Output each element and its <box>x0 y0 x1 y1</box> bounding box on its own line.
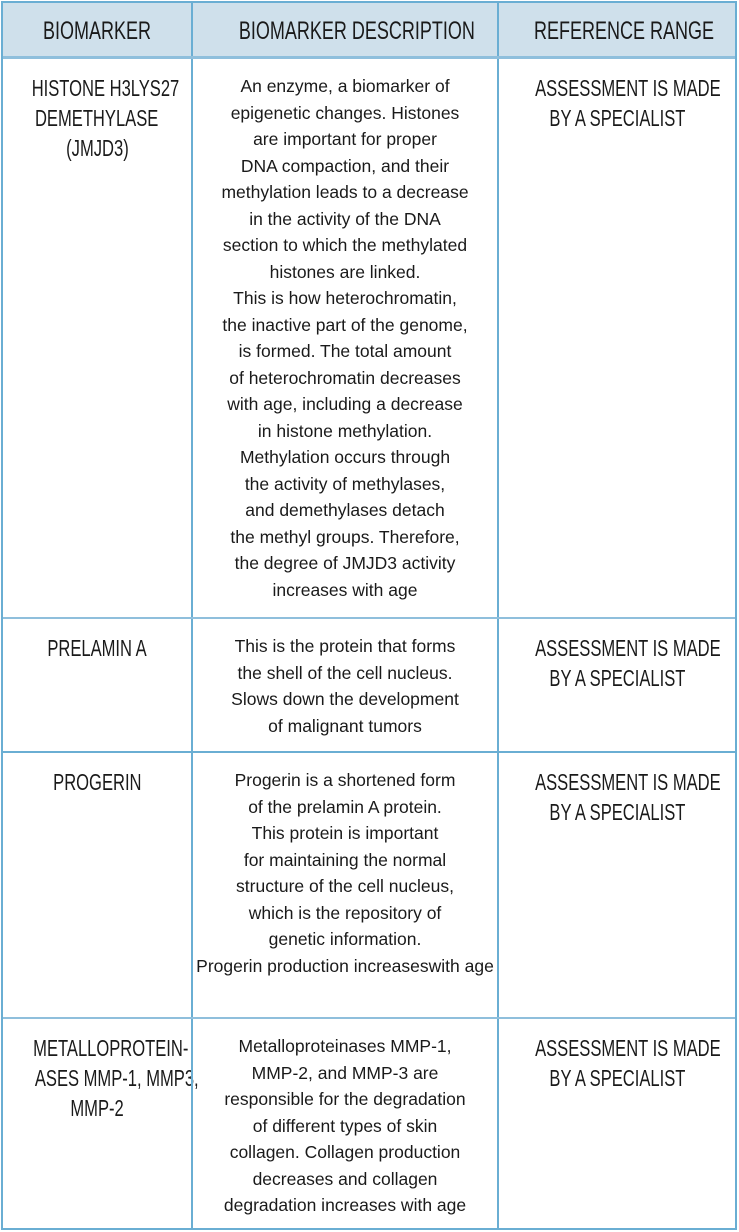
description-cell <box>191 1019 499 1230</box>
description-line: Metalloproteinases MMP-1, <box>238 1036 452 1056</box>
description-line: in histone methylation. <box>257 420 433 441</box>
table-header-row <box>3 3 735 59</box>
description-line: the shell of the cell nucleus. <box>237 662 453 683</box>
description-line: increases with age <box>272 579 418 600</box>
biomarker-name-line: (JMJD3) <box>65 135 129 161</box>
biomarker-name-line-wrapper <box>3 103 191 133</box>
description-line: which is the repository of <box>248 902 442 923</box>
description-line: with age <box>428 955 494 976</box>
description-line: methylation leads to a decrease <box>221 182 469 202</box>
reference-range-line: BY A SPECIALIST <box>549 799 685 825</box>
description-line: the activity of methylases, <box>244 473 446 494</box>
description-line: histones are linked. <box>269 261 421 282</box>
reference-range-line: ASSESSMENT IS MADE <box>535 769 721 795</box>
table-row <box>3 753 735 1019</box>
reference-range-line: ASSESSMENT IS MADE <box>535 75 721 101</box>
description-line: of malignant tumors <box>268 715 422 736</box>
biomarker-cell <box>3 59 191 617</box>
description-line: collagen. Collagen production <box>229 1142 461 1162</box>
description-line: are important for proper <box>253 129 437 149</box>
biomarker-name-line-wrapper <box>3 1093 191 1123</box>
biomarker-name-line-wrapper <box>3 1063 199 1093</box>
reference-range-line-wrapper <box>499 797 735 827</box>
biomarker-name-line-wrapper <box>3 633 191 663</box>
reference-range-line-wrapper <box>499 103 735 133</box>
reference-range-line-wrapper <box>499 73 735 103</box>
biomarker-name-line-wrapper <box>3 133 191 163</box>
biomarker-name-line: ASES MMP-1, MMP3, <box>34 1065 199 1091</box>
reference-range-line: ASSESSMENT IS MADE <box>535 635 721 661</box>
description-line: and demethylases detach <box>245 500 445 520</box>
table-row <box>3 59 735 619</box>
reference-range-line: BY A SPECIALIST <box>549 105 685 131</box>
description-line: for maintaining the normal <box>243 849 447 870</box>
description-line: section to which the methylated <box>222 235 468 255</box>
header-biomarker: BIOMARKER <box>42 17 152 45</box>
description-line: Progerin is a shortened form <box>234 770 456 790</box>
description-cell <box>191 619 499 751</box>
biomarker-cell <box>3 619 191 751</box>
description-line: of heterochromatin decreases <box>229 367 461 388</box>
description-line: the inactive part of the genome, <box>222 314 468 335</box>
table-row <box>3 1019 735 1230</box>
biomarker-name-line: METALLOPROTEIN- <box>33 1035 189 1061</box>
description-line: in the activity of the DNA <box>249 208 441 229</box>
biomarker-name-line-wrapper <box>3 73 191 103</box>
reference-range-cell <box>499 59 735 617</box>
description-line: epigenetic changes. Histones <box>230 102 460 123</box>
description-line: of the prelamin A protein. <box>248 796 442 817</box>
biomarker-cell <box>3 753 191 1017</box>
description-line: is formed. The total amount <box>238 341 452 361</box>
biomarker-name-line: DEMETHYLASE <box>35 105 159 131</box>
description-line: genetic information. <box>268 929 422 949</box>
description-line: This is how heterochromatin, <box>233 288 457 308</box>
header-description: BIOMARKER DESCRIPTION <box>238 17 475 45</box>
description-line: the methyl groups. Therefore, <box>230 526 460 547</box>
description-cell <box>191 59 499 617</box>
header-cell-reference <box>499 3 735 56</box>
description-line: responsible for the degradation <box>224 1089 466 1109</box>
description-line: with age, including a decrease <box>227 394 463 414</box>
header-cell-description <box>191 3 499 56</box>
reference-range-line-wrapper <box>499 663 735 693</box>
description-line: Slows down the development <box>231 689 459 709</box>
description-line: structure of the cell nucleus, <box>236 876 454 896</box>
biomarker-name-line: PROGERIN <box>52 769 142 795</box>
biomarker-cell <box>3 1019 199 1230</box>
reference-range-line-wrapper <box>499 1033 735 1063</box>
biomarker-name-line: HISTONE H3LYS27 <box>31 75 180 101</box>
description-line: An enzyme, a biomarker of <box>240 76 450 96</box>
description-line: degradation increases with age <box>223 1195 467 1215</box>
biomarker-name-line-wrapper <box>3 1033 191 1063</box>
reference-range-line: BY A SPECIALIST <box>549 1065 685 1091</box>
description-line: This is the protein that forms <box>234 636 456 656</box>
description-line: DNA compaction, and their <box>240 155 450 176</box>
reference-range-line-wrapper <box>499 1063 735 1093</box>
description-line: decreases and collagen <box>252 1168 438 1189</box>
description-line: Progerin production increases <box>196 955 429 976</box>
description-line: of different types of skin <box>252 1115 438 1136</box>
reference-range-line: BY A SPECIALIST <box>549 665 685 691</box>
description-line: Methylation occurs through <box>239 447 451 467</box>
reference-range-line: ASSESSMENT IS MADE <box>535 1035 721 1061</box>
header-cell-biomarker <box>3 3 191 56</box>
biomarker-name-line: PRELAMIN A <box>47 635 147 661</box>
reference-range-cell <box>499 1019 735 1230</box>
reference-range-cell <box>499 753 735 1017</box>
description-cell <box>191 753 499 1017</box>
biomarker-name-line-wrapper <box>3 767 191 797</box>
biomarker-name-line: MMP-2 <box>70 1095 124 1121</box>
description-line: MMP-2, and MMP-3 are <box>251 1062 439 1083</box>
description-line: the degree of JMJD3 activity <box>234 553 456 573</box>
header-reference-range: REFERENCE RANGE <box>534 17 715 45</box>
table-grid <box>1 1 737 1230</box>
reference-range-line-wrapper <box>499 633 735 663</box>
reference-range-line-wrapper <box>499 767 735 797</box>
table-row <box>3 619 735 753</box>
description-line: This protein is important <box>251 823 439 843</box>
reference-range-cell <box>499 619 735 751</box>
